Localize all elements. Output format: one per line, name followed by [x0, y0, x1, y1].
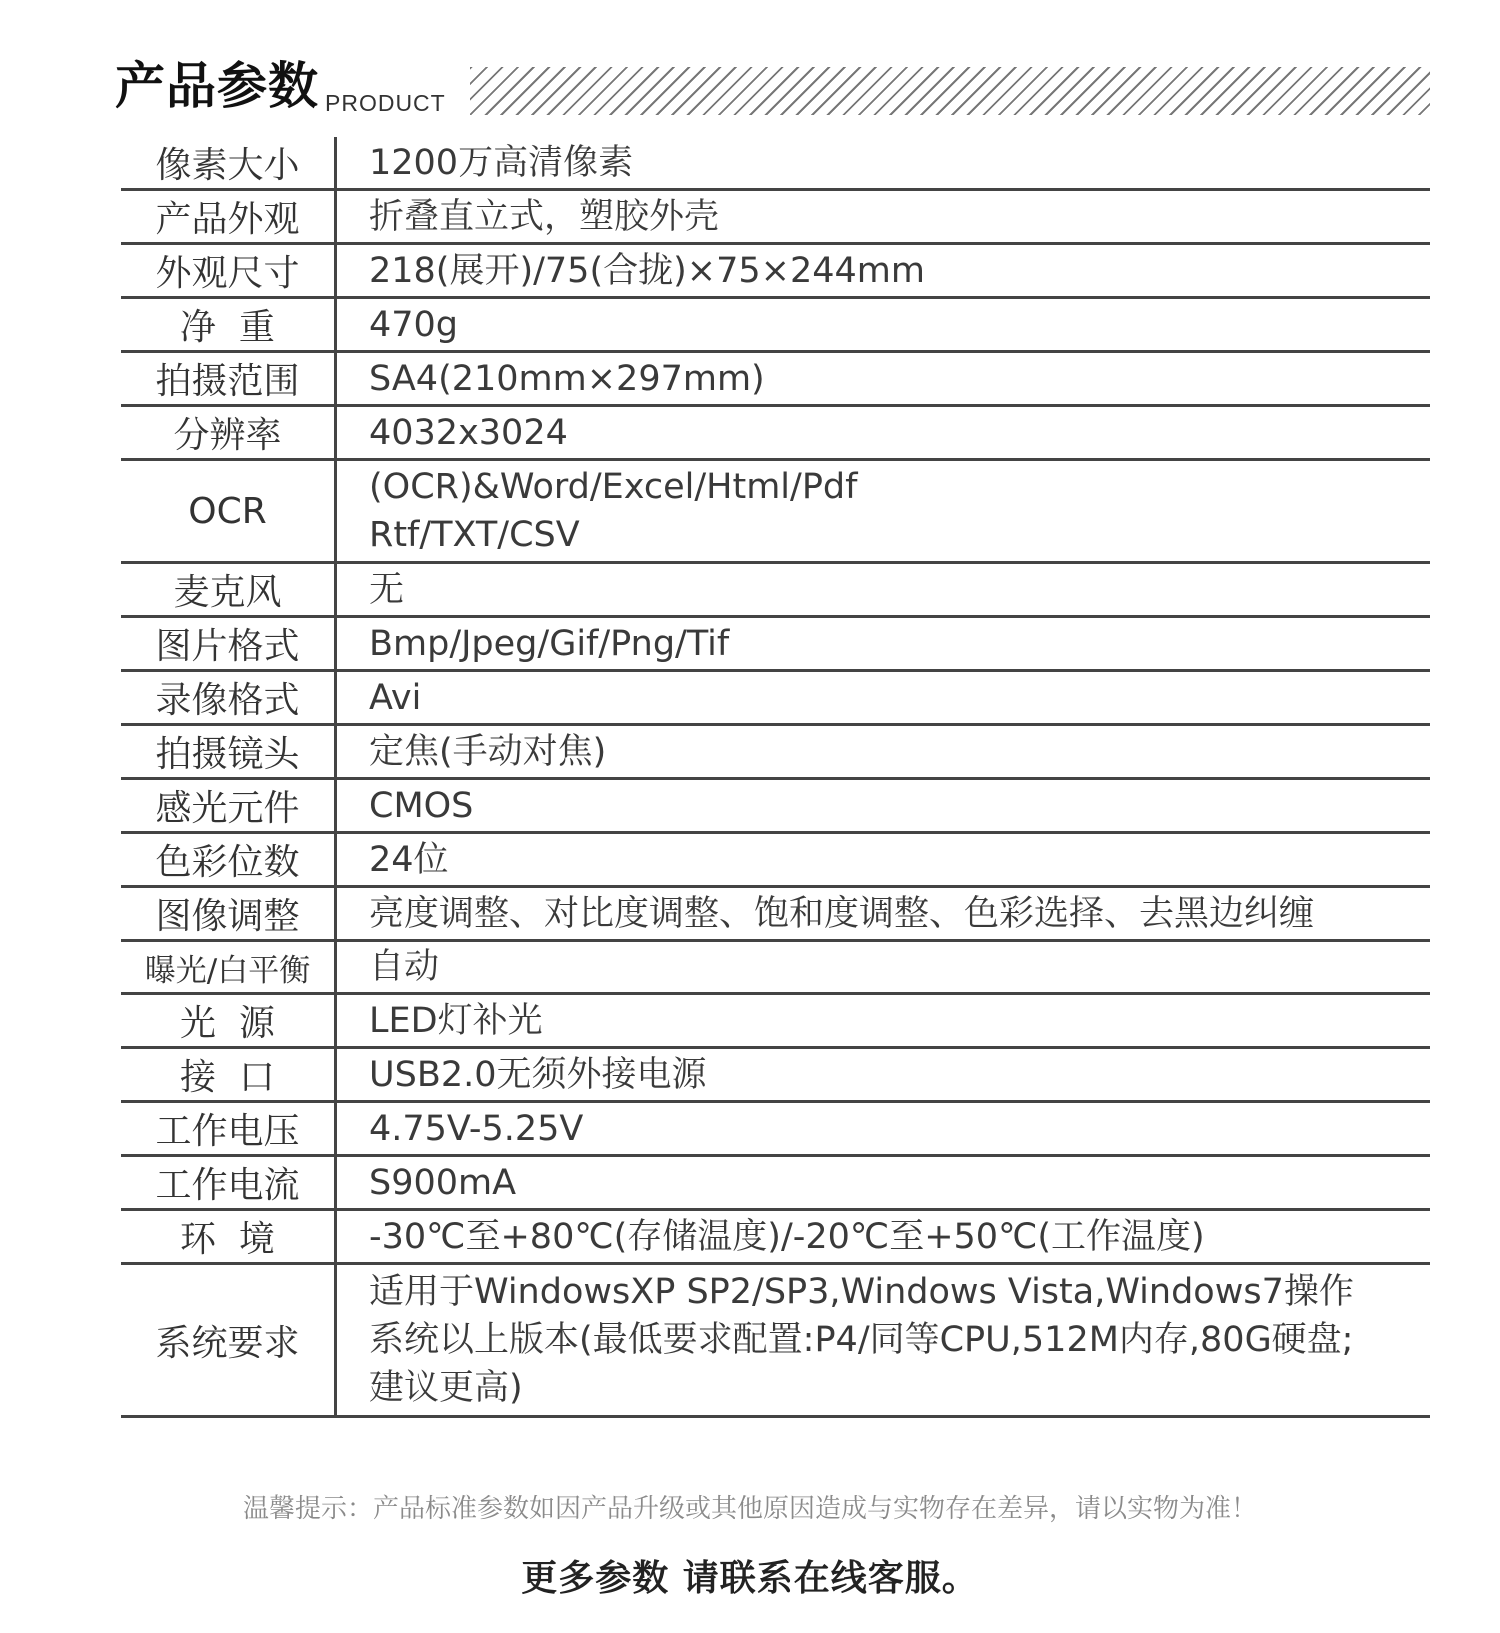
spec-value-line: USB2.0无须外接电源 — [369, 1054, 707, 1095]
spec-value-line: CMOS — [369, 785, 474, 826]
spec-value — [336, 190, 1431, 244]
spec-value-line: 亮度调整、对比度调整、饱和度调整、色彩选择、去黑边纠缠 — [369, 893, 1315, 934]
spec-value — [336, 1156, 1431, 1210]
spec-value — [336, 887, 1431, 941]
spec-label: 系统要求 — [121, 1264, 336, 1417]
spec-value-line: 定焦(手动对焦) — [369, 731, 607, 772]
spec-value-line: S900mA — [369, 1162, 517, 1203]
spec-row — [121, 352, 1430, 406]
spec-value-line: 自动 — [369, 947, 440, 987]
spec-label: 像素大小 — [121, 137, 336, 190]
spec-value — [336, 1048, 1431, 1102]
spec-value-line: 4.75V-5.25V — [369, 1108, 584, 1149]
spec-row — [121, 779, 1430, 833]
spec-label: 麦克风 — [121, 563, 336, 617]
spec-value — [336, 244, 1431, 298]
spec-row — [121, 1102, 1430, 1156]
spec-value — [336, 137, 1431, 190]
spec-label: 拍摄镜头 — [121, 725, 336, 779]
spec-value — [336, 779, 1431, 833]
spec-value-line: -30℃至+80℃(存储温度)/-20℃至+50℃(工作温度) — [369, 1216, 1205, 1257]
spec-row — [121, 1264, 1430, 1417]
spec-value-line: 无 — [369, 569, 405, 610]
spec-value — [336, 352, 1431, 406]
spec-label: 录像格式 — [121, 671, 336, 725]
spec-value — [336, 833, 1431, 887]
spec-value — [336, 725, 1431, 779]
spec-value — [336, 617, 1431, 671]
spec-value-line: 218(展开)/75(合拢)×75×244mm — [369, 250, 925, 291]
spec-value — [336, 406, 1431, 460]
spec-value-line: 建议更高) — [369, 1368, 523, 1408]
section-header — [115, 55, 1430, 120]
contact-service-text: 更多参数 请联系在线客服。 — [521, 1558, 979, 1599]
spec-value-line: 24位 — [369, 839, 449, 880]
spec-value-line: Avi — [369, 677, 422, 718]
spec-value-line: 适用于WindowsXP SP2/SP3,Windows Vista,Windows7操作 — [369, 1272, 1354, 1312]
spec-value — [336, 1264, 1431, 1417]
spec-row — [121, 887, 1430, 941]
spec-row — [121, 671, 1430, 725]
spec-row — [121, 298, 1430, 352]
spec-label: 色彩位数 — [121, 833, 336, 887]
spec-value — [336, 1102, 1431, 1156]
spec-value-line: Rtf/TXT/CSV — [369, 515, 580, 555]
spec-label: 产品外观 — [121, 190, 336, 244]
spec-label: 光 源 — [121, 994, 336, 1048]
spec-row — [121, 941, 1430, 994]
spec-value — [336, 941, 1431, 994]
spec-value-line: LED灯补光 — [369, 1000, 543, 1041]
spec-value-line: 系统以上版本(最低要求配置:P4/同等CPU,512M内存,80G硬盘; — [369, 1320, 1354, 1360]
spec-value-line: (OCR)&Word/Excel/Html/Pdf — [369, 467, 858, 507]
spec-label: OCR — [121, 460, 336, 563]
spec-label: 接 口 — [121, 1048, 336, 1102]
spec-row — [121, 563, 1430, 617]
spec-label: 工作电流 — [121, 1156, 336, 1210]
spec-value — [336, 994, 1431, 1048]
spec-row — [121, 617, 1430, 671]
hatch-decoration — [470, 67, 1430, 115]
spec-value — [336, 671, 1431, 725]
spec-row — [121, 1156, 1430, 1210]
spec-label: 工作电压 — [121, 1102, 336, 1156]
spec-value-line: 470g — [369, 304, 459, 345]
spec-value-line: 4032x3024 — [369, 412, 568, 453]
spec-row — [121, 406, 1430, 460]
spec-value-line: SA4(210mm×297mm) — [369, 358, 765, 399]
spec-row — [121, 994, 1430, 1048]
spec-value — [336, 460, 1431, 563]
spec-label: 环 境 — [121, 1210, 336, 1264]
spec-value — [336, 1210, 1431, 1264]
spec-row — [121, 244, 1430, 298]
spec-value-line: 折叠直立式，塑胶外壳 — [369, 196, 720, 237]
section-title: 产品参数 — [115, 57, 319, 115]
section-subtitle: PRODUCT — [325, 90, 446, 116]
spec-row — [121, 460, 1430, 563]
spec-label: 感光元件 — [121, 779, 336, 833]
spec-row — [121, 1048, 1430, 1102]
spec-label: 图像调整 — [121, 887, 336, 941]
spec-label: 图片格式 — [121, 617, 336, 671]
spec-label: 分辨率 — [121, 406, 336, 460]
spec-label: 拍摄范围 — [121, 352, 336, 406]
spec-row — [121, 725, 1430, 779]
spec-label: 曝光/白平衡 — [121, 941, 336, 994]
spec-row — [121, 1210, 1430, 1264]
disclaimer-note: 温馨提示：产品标准参数如因产品升级或其他原因造成与实物存在差异，请以实物为准！ — [242, 1494, 1257, 1524]
spec-label: 外观尺寸 — [121, 244, 336, 298]
spec-table — [121, 137, 1430, 1418]
spec-value-line: 1200万高清像素 — [369, 142, 634, 183]
spec-value — [336, 563, 1431, 617]
spec-row — [121, 190, 1430, 244]
spec-value-line: Bmp/Jpeg/Gif/Png/Tif — [369, 623, 730, 664]
spec-row — [121, 833, 1430, 887]
spec-row — [121, 137, 1430, 190]
spec-value — [336, 298, 1431, 352]
spec-label: 净 重 — [121, 298, 336, 352]
